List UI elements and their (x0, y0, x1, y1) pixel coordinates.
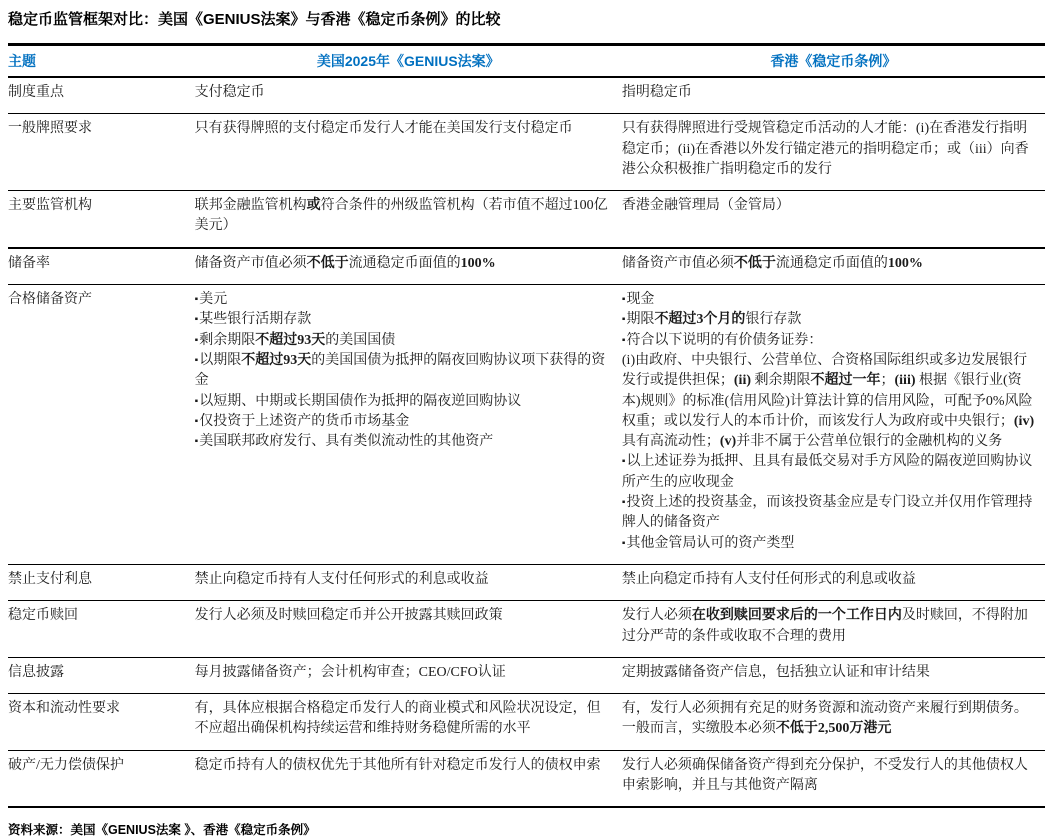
hk-cell (622, 564, 1045, 600)
table-row (8, 694, 1045, 751)
hk-cell (622, 191, 1045, 248)
bullet-item: ▪其他金管局认可的资产类型 (621, 535, 795, 551)
cell-text: 有，具体应根据合格稳定币发行人的商业模式和风险状况设定，但不应超出确保机构持续运营和维持财务稳健所需的水平 (194, 701, 601, 737)
cell-text: 联邦金融监管机构或符合条件的州级监管机构（若市值不超过100亿美元） (194, 198, 608, 234)
cell-text: 指明稳定币 (621, 85, 692, 100)
cell-text: 支付稳定币 (194, 85, 265, 100)
row-topic-label: 储备率 (8, 248, 195, 285)
cell-text: 每月披露储备资产；会计机构审查；CEO/CFO认证 (194, 664, 506, 680)
cell-text: 只有获得牌照进行受规管稳定币活动的人才能：(i)在香港发行指明稳定币；(ii)在香港以外发行锚定港元的指明稳定币；或（iii）向香港公众积极推广指明稳定币的发行 (621, 121, 1029, 177)
hk-cell (622, 248, 1045, 285)
cell-text: 禁止向稳定币持有人支付任何形式的利息或收益 (621, 571, 916, 587)
cell-text: 定期披露储备资产信息，包括独立认证和审计结果 (621, 664, 930, 680)
row-topic-label: 一般牌照要求 (8, 114, 195, 191)
bullet-item: ▪投资上述的投资基金，而该投资基金应是专门设立并仅用作管理持牌人的储备资产 (621, 495, 1033, 531)
bullet-item: ▪符合以下说明的有价债务证券： (621, 332, 823, 348)
bullet-item: ▪现金 (621, 292, 655, 308)
cell-text: (i)由政府、中央银行、公营单位、合资格国际组织或多边发展银行发行或提供担保；(ii) 剩余期限不超过一年；(iii) 根据《银行业(资本)规则》的标准(信用风险)计算法计算的信用风险，可配予0%风险权重；或以发行人的本币计价，而该发行人为政府或中央银行；(iv)具有高流动性；(v)并非不属于公营单位银行的金融机构的义务 (621, 352, 1035, 450)
hk-cell (622, 750, 1045, 807)
us-cell (195, 564, 622, 600)
hk-cell (622, 77, 1045, 114)
cell-text: 发行人必须确保储备资产得到充分保护，不受发行人的其他债权人申索影响，并且与其他资产隔离 (621, 757, 1028, 794)
bullet-item: ▪以期限不超过93天的美国国债为抵押的隔夜回购协议项下获得的资金 (194, 352, 606, 389)
bullet-item: ▪剩余期限不超过93天的美国国债 (194, 332, 396, 348)
us-cell (195, 114, 622, 191)
bullet-marker-icon: ▪ (194, 354, 199, 366)
table-row (8, 114, 1045, 191)
us-cell (195, 285, 622, 565)
bullet-marker-icon: ▪ (194, 314, 199, 326)
bullet-marker-icon: ▪ (621, 456, 626, 468)
hk-cell (622, 285, 1045, 565)
hk-cell (622, 601, 1045, 658)
cell-text: 发行人必须在收到赎回要求后的一个工作日内及时赎回，不得附加过分严苛的条件或收取不合理的费用 (621, 608, 1028, 644)
cell-text: 稳定币持有人的债权优先于其他所有针对稳定币发行人的债权申索 (194, 757, 601, 773)
hk-cell (622, 657, 1045, 693)
source-note: 资料来源：美国《GENIUS法案 》、香港《稳定币条例》 (8, 823, 316, 838)
row-topic-label: 合格储备资产 (8, 285, 195, 565)
page-title: 稳定币监管框架对比：美国《GENIUS法案》与香港《稳定币条例》的比较 (8, 11, 501, 28)
row-topic-label: 资本和流动性要求 (8, 694, 195, 751)
table-row (8, 77, 1045, 114)
cell-text: 只有获得牌照的支付稳定币发行人才能在美国发行支付稳定币 (194, 121, 573, 137)
row-topic-label: 制度重点 (8, 85, 64, 100)
bullet-marker-icon: ▪ (194, 334, 199, 346)
bullet-item: ▪美元 (194, 292, 228, 308)
row-topic-label: 稳定币赎回 (8, 601, 195, 658)
table-row (8, 191, 1045, 248)
comparison-table-body (8, 77, 1045, 807)
us-cell (195, 750, 622, 807)
cell-text: 有，发行人必须拥有充足的财务资源和流动资产来履行到期债务。一般而言，实缴股本必须不低于2,500万港元 (621, 701, 1028, 737)
row-topic-label: 禁止支付利息 (8, 564, 195, 600)
cell-text: 禁止向稳定币持有人支付任何形式的利息或收益 (194, 571, 489, 587)
us-cell (195, 77, 622, 114)
us-cell (195, 694, 622, 751)
row-topic-label: 主要监管机构 (8, 191, 195, 248)
bullet-item: ▪仅投资于上述资产的货币市场基金 (194, 413, 410, 429)
cell-text: 储备资产市值必须不低于流通稳定币面值的100% (194, 255, 496, 271)
column-header-hk: 香港《稳定币条例》 (622, 45, 1045, 78)
bullet-item: ▪以短期、中期或长期国债作为抵押的隔夜逆回购协议 (194, 393, 522, 409)
bullet-marker-icon: ▪ (621, 537, 626, 549)
table-row (8, 285, 1045, 565)
bullet-marker-icon: ▪ (194, 395, 199, 407)
table-row (8, 601, 1045, 658)
bullet-marker-icon: ▪ (621, 497, 626, 509)
bullet-marker-icon: ▪ (621, 334, 626, 346)
bullet-marker-icon: ▪ (621, 314, 626, 326)
row-topic-label: 信息披露 (8, 657, 195, 693)
bullet-marker-icon: ▪ (621, 294, 626, 306)
hk-cell (622, 694, 1045, 751)
bullet-marker-icon: ▪ (194, 415, 199, 427)
table-row (8, 750, 1045, 807)
bullet-marker-icon: ▪ (194, 294, 199, 306)
cell-text: 香港金融管理局（金管局） (621, 198, 790, 214)
table-header-row (8, 45, 1045, 78)
bullet-item: ▪美国联邦政府发行、具有类似流动性的其他资产 (194, 434, 494, 450)
hk-cell (622, 114, 1045, 191)
us-cell (195, 657, 622, 693)
bullet-marker-icon: ▪ (194, 436, 199, 448)
row-topic-label: 破产/无力偿债保护 (8, 750, 195, 807)
table-row (8, 657, 1045, 693)
column-header-us: 美国2025年《GENIUS法案》 (195, 45, 622, 78)
bullet-item: ▪某些银行活期存款 (194, 312, 312, 328)
column-header-topic: 主题 (8, 45, 195, 78)
comparison-table (8, 43, 1045, 808)
cell-text: 发行人必须及时赎回稳定币并公开披露其赎回政策 (194, 608, 503, 624)
bullet-item: ▪以上述证券为抵押、且具有最低交易对手方风险的隔夜逆回购协议所产生的应收现金 (621, 454, 1033, 490)
us-cell (195, 601, 622, 658)
us-cell (195, 191, 622, 248)
cell-text: 储备资产市值必须不低于流通稳定币面值的100% (621, 255, 923, 271)
bullet-item: ▪期限不超过3个月的银行存款 (621, 312, 802, 328)
table-row (8, 564, 1045, 600)
us-cell (195, 248, 622, 285)
table-row (8, 248, 1045, 285)
